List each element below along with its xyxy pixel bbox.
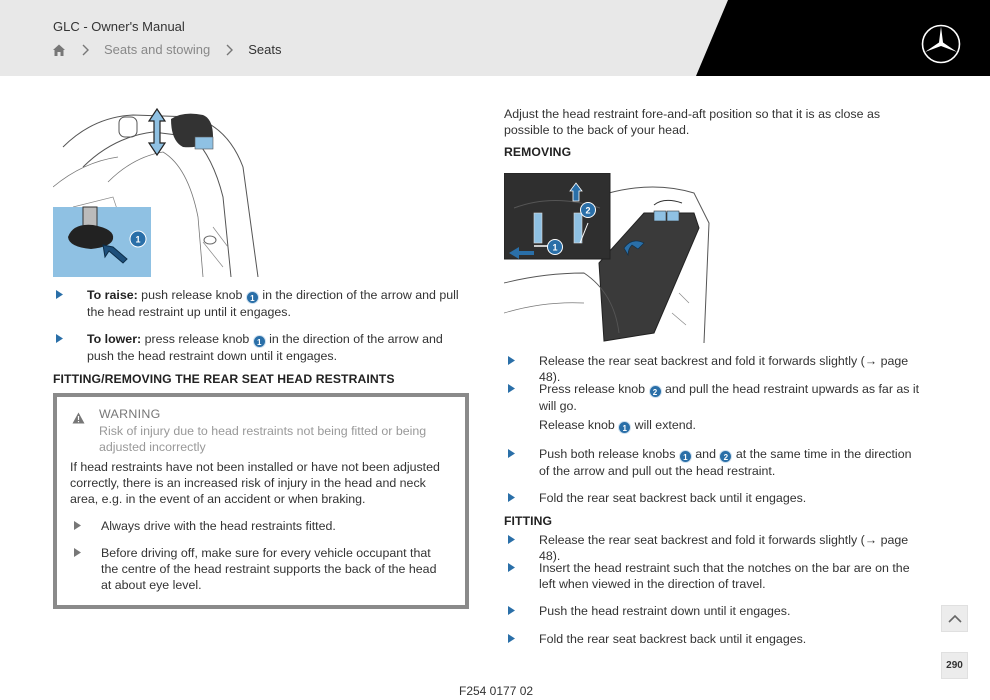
header-bar — [0, 0, 990, 76]
fitting-step — [508, 560, 923, 592]
removing-heading: REMOVING — [504, 145, 572, 159]
removing-step-text: Release the rear seat backrest and fold it forwards slightly (→ page 48). — [539, 354, 909, 384]
bullet-arrow-icon — [56, 334, 63, 343]
fitting-heading: FITTING — [504, 514, 553, 528]
removing-step-3a: Push both release knobs — [539, 447, 679, 461]
bullet-arrow-icon — [508, 356, 515, 365]
fitting-step — [508, 603, 923, 619]
removing-step-3c: at the same time in the direction of the arrow and pull out the head restraint. — [539, 447, 912, 478]
removing-step-3b: and — [691, 447, 720, 461]
breadcrumb — [52, 42, 281, 57]
section-heading-fitting-removing: FITTING/REMOVING THE REAR SEAT HEAD RESTRAINTS — [53, 372, 395, 386]
warning-body: If head restraints have not been installed or have not been adjusted correctly, there is an increased risk of injury in the head and neck area, e.g. in the event of an accident or when braking. — [70, 460, 440, 506]
home-icon[interactable] — [52, 43, 66, 57]
bullet-arrow-icon — [508, 493, 515, 502]
bullet-arrow-icon — [508, 606, 515, 615]
removing-step-2a: Press release knob — [539, 382, 649, 396]
svg-text:2: 2 — [585, 205, 591, 216]
raise-text-2: in the direction of the arrow and pull the head restraint up until it engages. — [87, 288, 459, 319]
chevron-right-icon — [80, 43, 90, 57]
removing-step — [508, 381, 923, 434]
bullet-arrow-icon — [508, 563, 515, 572]
lower-label: To lower: — [87, 332, 142, 346]
breadcrumb-seats-and-stowing[interactable]: Seats and stowing — [104, 42, 211, 57]
lower-text-2: in the direction of the arrow and push the head restraint down until it engages. — [87, 332, 443, 363]
page-number: 290 — [941, 652, 968, 679]
bullet-arrow-icon — [508, 634, 515, 643]
svg-text:1: 1 — [552, 242, 558, 253]
knob-2-icon: 2 — [719, 450, 732, 463]
svg-text:1: 1 — [135, 234, 141, 245]
removing-step-2b: and pull the head restraint upwards as far as it will go. — [539, 382, 920, 413]
figure-code: F254 0177 02 — [459, 684, 534, 698]
warning-subtitle: Risk of injury due to head restraints not being fitted or being adjusted incorrectly — [99, 424, 427, 454]
removing-step — [508, 446, 923, 479]
breadcrumb-seats: Seats — [248, 42, 282, 57]
fore-aft-intro: Adjust the head restraint fore-and-aft position so that it is as close as possible to the back of your head. — [504, 107, 881, 137]
removing-step-text: Fold the rear seat backrest back until it engages. — [539, 491, 807, 505]
fitting-step — [508, 631, 923, 647]
warning-bullet-text: Always drive with the head restraints fitted. — [101, 519, 336, 533]
knob-2-icon: 2 — [649, 385, 662, 398]
knob-1-icon: 1 — [253, 335, 266, 348]
warning-bullet — [74, 545, 444, 593]
raise-label: To raise: — [87, 288, 138, 302]
removing-illustration — [504, 173, 712, 343]
bullet-arrow-icon — [74, 521, 81, 530]
chevron-up-icon — [948, 614, 962, 623]
removing-step — [508, 490, 923, 506]
raise-text-1: push release knob — [137, 288, 246, 302]
warning-bullet-text: Before driving off, make sure for every vehicle occupant that the centre of the head restraint supports the back of the head at about eye level. — [101, 546, 437, 592]
warning-triangle-icon — [72, 412, 85, 424]
bullet-arrow-icon — [508, 535, 515, 544]
raise-instruction — [56, 287, 468, 320]
knob-1-icon: 1 — [618, 421, 631, 434]
bullet-arrow-icon — [508, 449, 515, 458]
removing-step-2d: will extend. — [631, 418, 696, 432]
fitting-step-text: Push the head restraint down until it engages. — [539, 604, 791, 618]
scroll-to-top-button[interactable] — [941, 605, 968, 632]
fitting-step-text: Release the rear seat backrest and fold it forwards slightly (→ page 48). — [539, 533, 909, 563]
lower-text-1: press release knob — [141, 332, 253, 346]
fitting-step-text: Insert the head restraint such that the notches on the bar are on the left when viewed in the direction of travel. — [539, 561, 910, 591]
knob-1-icon: 1 — [246, 291, 259, 304]
mercedes-star-logo[interactable] — [920, 23, 962, 65]
bullet-arrow-icon — [56, 290, 63, 299]
warning-title: WARNING — [99, 407, 161, 421]
removing-step-2c: Release knob — [539, 418, 619, 432]
bullet-arrow-icon — [74, 548, 81, 557]
fitting-step-text: Fold the rear seat backrest back until it engages. — [539, 632, 807, 646]
doc-title: GLC - Owner's Manual — [53, 19, 185, 34]
bullet-arrow-icon — [508, 384, 515, 393]
raise-lower-illustration — [53, 107, 261, 277]
warning-bullet — [74, 518, 444, 534]
lower-instruction — [56, 331, 468, 364]
knob-1-icon: 1 — [679, 450, 692, 463]
chevron-right-icon — [224, 43, 234, 57]
